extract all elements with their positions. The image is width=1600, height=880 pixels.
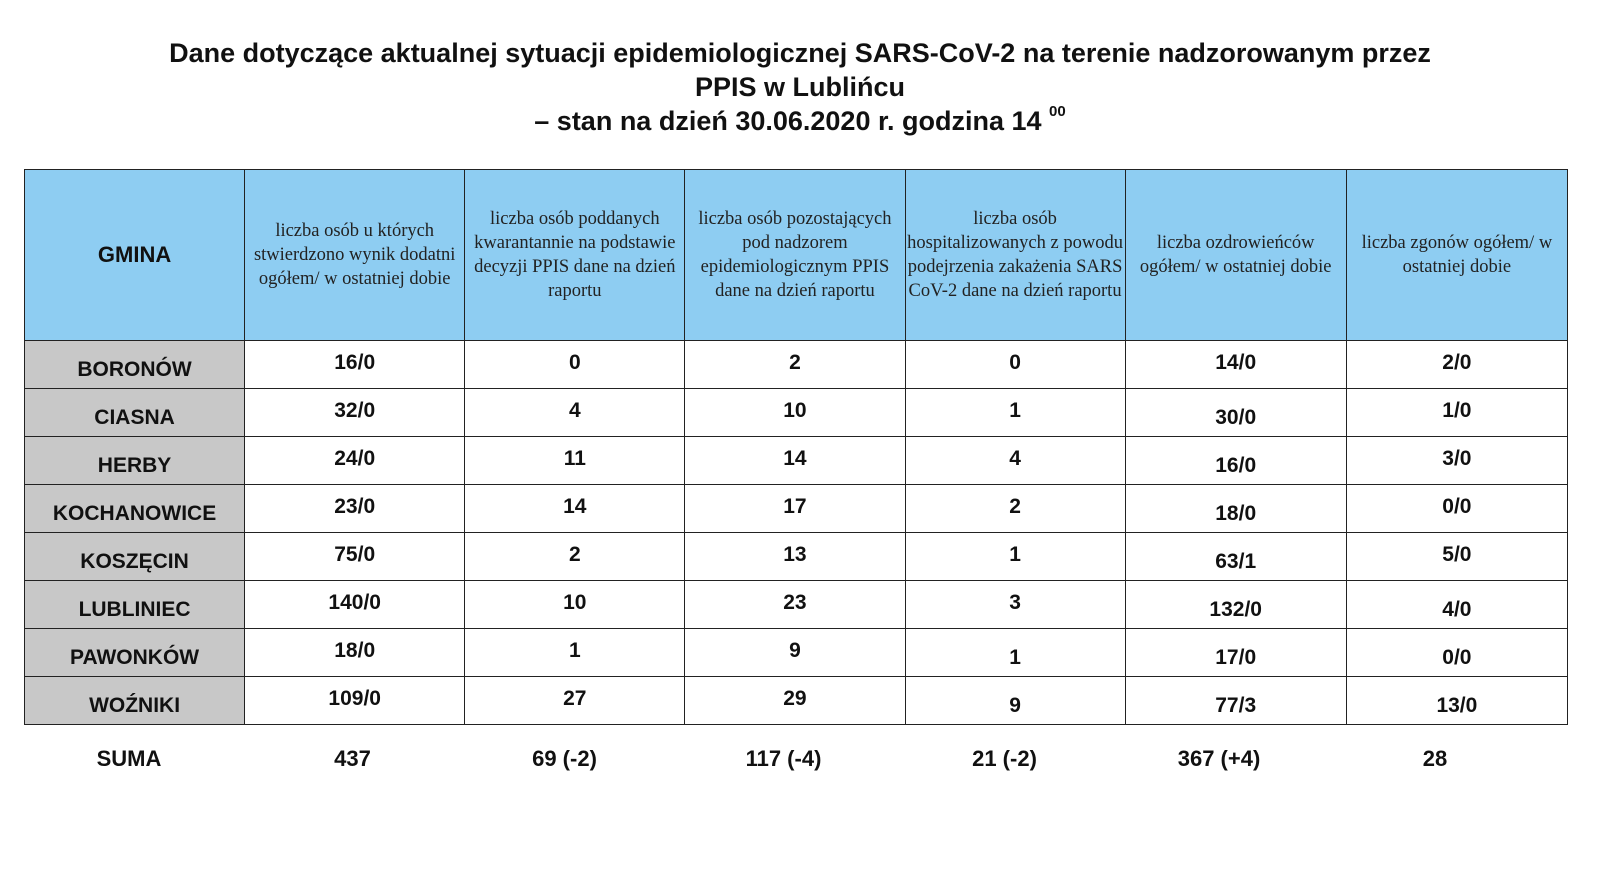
column-header-recovered: liczba ozdrowieńców ogółem/ w ostatniej dobie	[1125, 170, 1346, 341]
table-row	[25, 341, 1568, 389]
hospitalized-cell: 4	[905, 437, 1125, 485]
supervision-cell: 9	[685, 629, 905, 677]
gmina-name: BORONÓW	[25, 341, 245, 389]
gmina-name: CIASNA	[25, 389, 245, 437]
quarantine-cell: 27	[465, 677, 685, 725]
gmina-name: HERBY	[25, 437, 245, 485]
recovered-cell: 17/0	[1125, 629, 1346, 677]
gmina-name: LUBLINIEC	[25, 581, 245, 629]
positive-cases-cell: 32/0	[245, 389, 465, 437]
column-header-supervision: liczba osób pozostających pod nadzorem epidemiologicznym PPIS dane na dzień raportu	[685, 170, 905, 341]
positive-cases-cell: 23/0	[245, 485, 465, 533]
supervision-cell: 10	[685, 389, 905, 437]
deaths-cell: 4/0	[1346, 581, 1567, 629]
quarantine-cell: 14	[465, 485, 685, 533]
deaths-cell: 2/0	[1346, 341, 1567, 389]
positive-cases-cell: 24/0	[245, 437, 465, 485]
sum-row	[24, 744, 1568, 776]
recovered-cell: 18/0	[1125, 485, 1346, 533]
table-row	[25, 437, 1568, 485]
deaths-cell: 0/0	[1346, 485, 1567, 533]
recovered-cell: 14/0	[1125, 341, 1346, 389]
sum-supervision: 117 (-4)	[745, 746, 822, 771]
deaths-cell: 5/0	[1346, 533, 1567, 581]
quarantine-cell: 0	[465, 341, 685, 389]
table-row	[25, 677, 1568, 725]
recovered-cell: 77/3	[1125, 677, 1346, 725]
header-row	[25, 170, 1568, 341]
table-row	[25, 581, 1568, 629]
column-header-hospitalized: liczba osób hospitalizowanych z powodu podejrzenia zakażenia SARS CoV-2 dane na dzień raportu	[905, 170, 1125, 341]
gmina-name: PAWONKÓW	[25, 629, 245, 677]
deaths-cell: 1/0	[1346, 389, 1567, 437]
deaths-cell: 0/0	[1346, 629, 1567, 677]
title-line-2: PPIS w Lublińcu	[694, 72, 905, 102]
column-header-gmina: GMINA	[25, 170, 245, 341]
hospitalized-cell: 0	[905, 341, 1125, 389]
sum-label: SUMA	[96, 746, 162, 771]
sum-hospitalized: 21 (-2)	[972, 746, 1037, 771]
gmina-name: KOCHANOWICE	[25, 485, 245, 533]
supervision-cell: 2	[685, 341, 905, 389]
quarantine-cell: 1	[465, 629, 685, 677]
title-line-1: Dane dotyczące aktualnej sytuacji epidemiologicznej SARS-CoV-2 na terenie nadzorowanym przez	[169, 38, 1431, 68]
supervision-cell: 29	[685, 677, 905, 725]
column-header-positive-cases: liczba osób u których stwierdzono wynik dodatni ogółem/ w ostatniej dobie	[245, 170, 465, 341]
table-row	[25, 389, 1568, 437]
recovered-cell: 16/0	[1125, 437, 1346, 485]
sum-positive-cases: 437	[334, 746, 371, 771]
recovered-cell: 63/1	[1125, 533, 1346, 581]
deaths-cell: 3/0	[1346, 437, 1567, 485]
hospitalized-cell: 9	[905, 677, 1125, 725]
recovered-cell: 30/0	[1125, 389, 1346, 437]
table-row	[25, 485, 1568, 533]
hospitalized-cell: 2	[905, 485, 1125, 533]
quarantine-cell: 11	[465, 437, 685, 485]
gmina-name: WOŹNIKI	[25, 677, 245, 725]
supervision-cell: 14	[685, 437, 905, 485]
column-header-deaths: liczba zgonów ogółem/ w ostatniej dobie	[1346, 170, 1567, 341]
supervision-cell: 17	[685, 485, 905, 533]
table-row	[25, 533, 1568, 581]
title-date-time: – stan na dzień 30.06.2020 r. godzina 14	[534, 106, 1042, 136]
hospitalized-cell: 1	[905, 629, 1125, 677]
positive-cases-cell: 75/0	[245, 533, 465, 581]
quarantine-cell: 4	[465, 389, 685, 437]
sum-recovered: 367 (+4)	[1177, 746, 1261, 771]
hospitalized-cell: 3	[905, 581, 1125, 629]
epidemiology-table	[24, 169, 1568, 725]
sum-quarantine: 69 (-2)	[532, 746, 597, 771]
positive-cases-cell: 140/0	[245, 581, 465, 629]
supervision-cell: 23	[685, 581, 905, 629]
column-header-quarantine: liczba osób poddanych kwarantannie na podstawie decyzji PPIS dane na dzień raportu	[465, 170, 685, 341]
positive-cases-cell: 109/0	[245, 677, 465, 725]
report-title	[0, 36, 1600, 138]
sum-deaths: 28	[1422, 746, 1448, 771]
deaths-cell: 13/0	[1346, 677, 1567, 725]
hospitalized-cell: 1	[905, 389, 1125, 437]
recovered-cell: 132/0	[1125, 581, 1346, 629]
positive-cases-cell: 18/0	[245, 629, 465, 677]
positive-cases-cell: 16/0	[245, 341, 465, 389]
gmina-name: KOSZĘCIN	[25, 533, 245, 581]
title-line-3	[0, 104, 1600, 138]
hospitalized-cell: 1	[905, 533, 1125, 581]
supervision-cell: 13	[685, 533, 905, 581]
quarantine-cell: 2	[465, 533, 685, 581]
title-hour-minutes: 00	[1049, 103, 1066, 120]
quarantine-cell: 10	[465, 581, 685, 629]
table-row	[25, 629, 1568, 677]
